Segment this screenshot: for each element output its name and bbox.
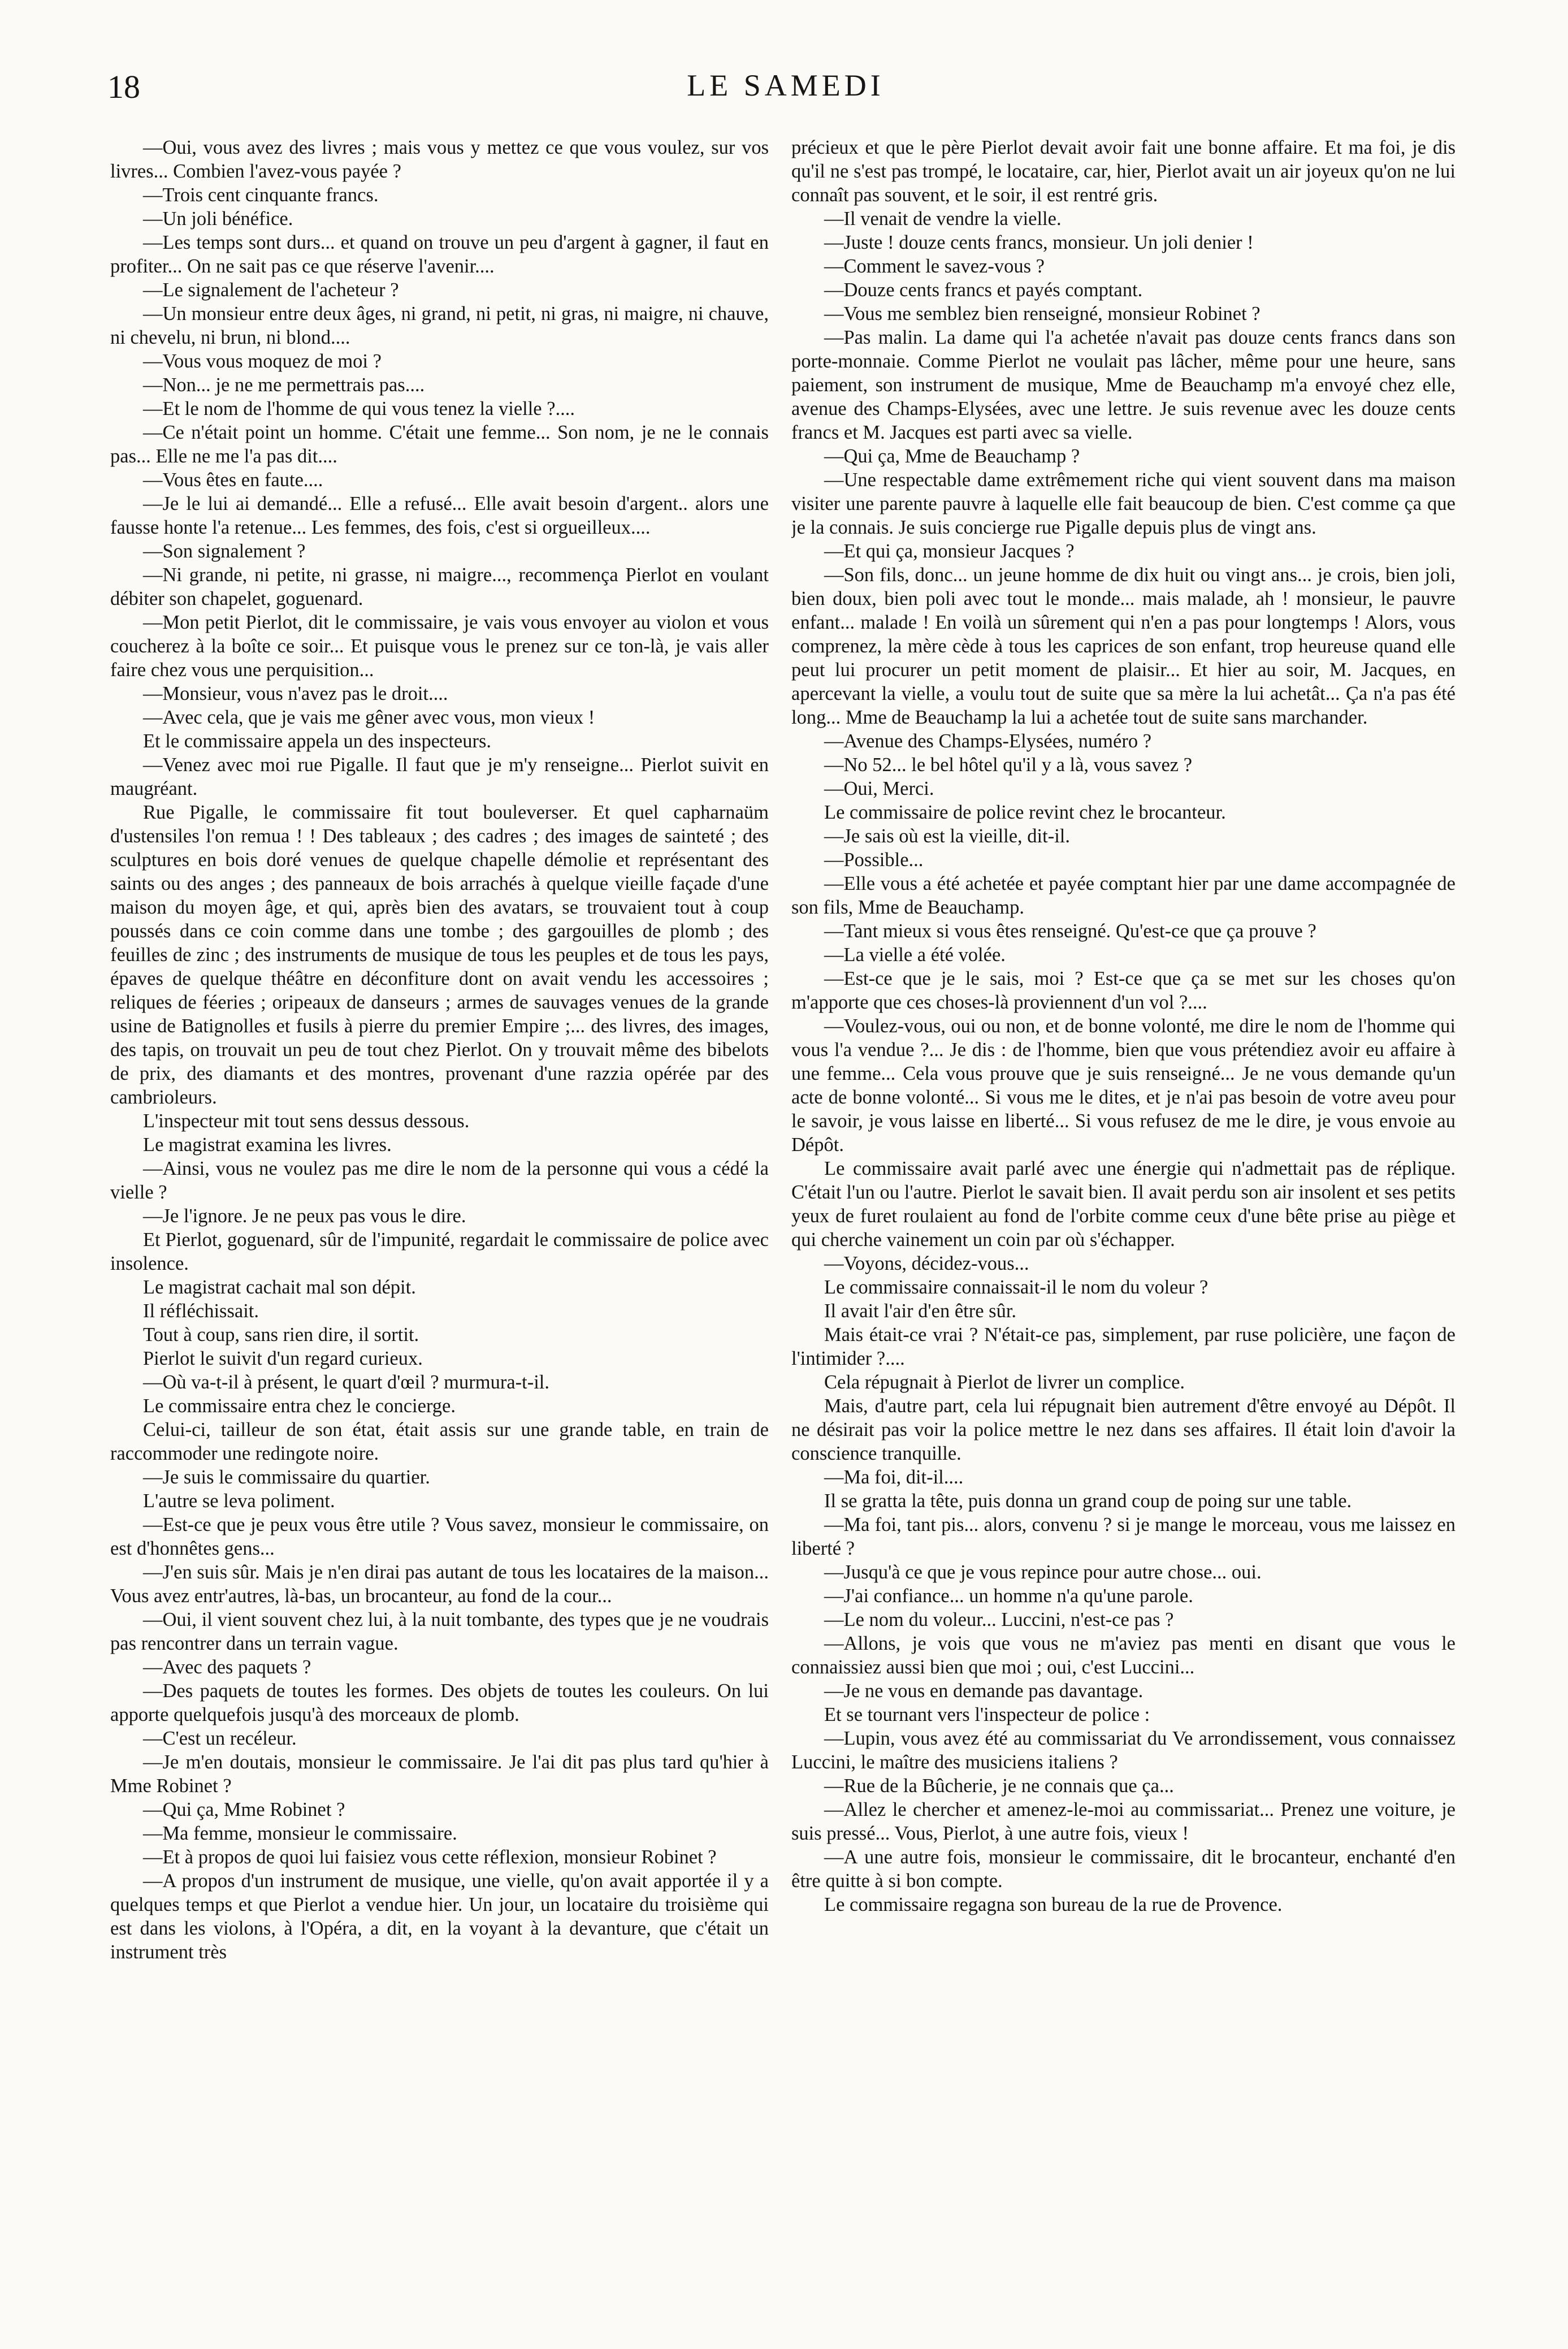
text-column-right	[791, 136, 1456, 2318]
paragraph: —Vous me semblez bien renseigné, monsieur Robinet ?	[824, 303, 1261, 325]
paragraph: L'inspecteur mit tout sens dessus dessous.	[143, 1110, 470, 1132]
paragraph: —Et le nom de l'homme de qui vous tenez la vielle ?....	[143, 398, 575, 419]
paragraph: —Ni grande, ni petite, ni grasse, ni maigre..., recommença Pierlot en voulant débiter son chapelet, goguenard.	[110, 564, 769, 609]
paragraph: —Il venait de vendre la vielle.	[824, 208, 1062, 230]
paragraph: —Oui, vous avez des livres ; mais vous y mettez ce que vous voulez, sur vos livres... Combien l'avez-vous payée ?	[110, 137, 769, 182]
paragraph: —Jusqu'à ce que je vous repince pour autre chose... oui.	[824, 1561, 1262, 1583]
paragraph: —Où va-t-il à présent, le quart d'œil ? murmura-t-il.	[143, 1372, 549, 1393]
paragraph: —Monsieur, vous n'avez pas le droit....	[143, 683, 448, 704]
paragraph: —Mon petit Pierlot, dit le commissaire, je vais vous envoyer au violon et vous coucherez à la boîte ce soir... Et puisque vous le prenez sur ce ton-là, je vais aller faire chez vous une perquisition...	[110, 612, 769, 681]
paragraph: —Comment le savez-vous ?	[824, 256, 1045, 277]
paragraph: —J'ai confiance... un homme n'a qu'une parole.	[824, 1585, 1193, 1607]
paragraph: —Son signalement ?	[143, 540, 306, 562]
paragraph: —Une respectable dame extrêmement riche qui vient souvent dans ma maison visiter une parente pauvre à laquelle elle fait beaucoup de bien. C'est comme ça que je la connais. Je suis concierge rue Pigalle depuis plus de vingt ans.	[791, 469, 1456, 538]
paragraph: —Juste ! douze cents francs, monsieur. Un joli denier !	[824, 232, 1254, 253]
paragraph: —Je le lui ai demandé... Elle a refusé... Elle avait besoin d'argent.. alors une fausse honte l'a retenue... Les femmes, des fois, c'est si orgueilleux....	[110, 493, 769, 538]
paragraph: Le commissaire connaissait-il le nom du voleur ?	[824, 1277, 1209, 1298]
paragraph: —J'en suis sûr. Mais je n'en dirai pas autant de tous les locataires de la maison... Vous avez entr'autres, là-bas, un brocanteur, au fond de la cour...	[110, 1561, 769, 1607]
paragraph: —Pas malin. La dame qui l'a achetée n'avait pas douze cents francs dans son porte-monnaie. Comme Pierlot ne voulait pas lâcher, même pour une heure, sans paiement, son instrument de musique, Mme de Beauchamp m'a envoyé chez elle, avenue des Champs-Elysées, avec une lettre. Je suis revenue avec les douze cents francs et M. Jacques est parti avec sa vielle.	[791, 327, 1456, 443]
paragraph: —C'est un recéleur.	[143, 1728, 297, 1749]
paragraph: —Et à propos de quoi lui faisiez vous cette réflexion, monsieur Robinet ?	[143, 1846, 717, 1868]
paragraph: —Voulez-vous, oui ou non, et de bonne volonté, me dire le nom de l'homme qui vous l'a vendue ?... Je dis : de l'homme, bien que vous prétendiez avoir eu affaire à une femme... Cela vous prouve que je suis renseigné... Je ne vous demande qu'un acte de bonne volonté... Si vous me le dites, et je n'ai pas besoin de votre aveu pour le savoir, je vous laisse en liberté... Si vous refusez de me le dire, je vous envoie au Dépôt.	[791, 1015, 1456, 1156]
paragraph: —Je l'ignore. Je ne peux pas vous le dire.	[143, 1205, 466, 1227]
paragraph: —Ma foi, tant pis... alors, convenu ? si je mange le morceau, vous me laissez en liberté ?	[791, 1514, 1456, 1559]
paragraph: Mais était-ce vrai ? N'était-ce pas, simplement, par ruse policière, une façon de l'intimider ?....	[791, 1324, 1456, 1369]
paragraph: —Lupin, vous avez été au commissariat du Ve arrondissement, vous connaissez Luccini, le maître des musiciens italiens ?	[791, 1728, 1456, 1773]
paragraph: Pierlot le suivit d'un regard curieux.	[143, 1348, 423, 1369]
paragraph: —Ainsi, vous ne voulez pas me dire le nom de la personne qui vous a cédé la vielle ?	[110, 1158, 769, 1203]
paragraph: —Ma femme, monsieur le commissaire.	[143, 1823, 457, 1844]
paragraph: —Le signalement de l'acheteur ?	[143, 279, 399, 301]
paragraph: Le commissaire entra chez le concierge.	[143, 1395, 456, 1417]
paragraph: Le commissaire avait parlé avec une énergie qui n'admettait pas de réplique. C'était l'un ou l'autre. Pierlot le savait bien. Il avait perdu son air insolent et ses petits yeux de furet roulaient au fond de l'orbite comme ceux d'une bête prise au piège et qui cherche vainement un coin par où s'échapper.	[791, 1158, 1456, 1251]
paragraph: Il se gratta la tête, puis donna un grand coup de poing sur une table.	[824, 1490, 1352, 1512]
paragraph: —Venez avec moi rue Pigalle. Il faut que je m'y renseigne... Pierlot suivit en maugréant.	[110, 754, 769, 799]
paragraph: —Et qui ça, monsieur Jacques ?	[824, 540, 1075, 562]
paragraph: —La vielle a été volée.	[824, 944, 1006, 966]
paragraph: —Allez le chercher et amenez-le-moi au commissariat... Prenez une voiture, je suis pressé... Vous, Pierlot, à une autre fois, vieux !	[791, 1799, 1456, 1844]
paragraph: —Le nom du voleur... Luccini, n'est-ce pas ?	[824, 1609, 1174, 1630]
paragraph: —Voyons, décidez-vous...	[824, 1253, 1029, 1274]
paragraph: —Rue de la Bûcherie, je ne connais que ça...	[824, 1775, 1174, 1797]
paragraph: —Je m'en doutais, monsieur le commissaire. Je l'ai dit pas plus tard qu'hier à Mme Robinet ?	[110, 1751, 769, 1797]
paragraph: —Ma foi, dit-il....	[824, 1466, 964, 1488]
paragraph: —Avec cela, que je vais me gêner avec vous, mon vieux !	[143, 707, 595, 728]
paragraph: —Oui, Merci.	[824, 778, 934, 799]
page-header	[107, 68, 1464, 119]
paragraph: —Qui ça, Mme de Beauchamp ?	[824, 445, 1080, 467]
running-title: LE SAMEDI	[687, 68, 885, 102]
paragraph: —Un monsieur entre deux âges, ni grand, ni petit, ni gras, ni maigre, ni chauve, ni chevelu, ni brun, ni blond....	[110, 303, 769, 348]
paragraph: Tout à coup, sans rien dire, il sortit.	[143, 1324, 419, 1346]
paragraph: —Douze cents francs et payés comptant.	[824, 279, 1143, 301]
text-column-left	[110, 136, 769, 2318]
paragraph: —Un joli bénéfice.	[143, 208, 293, 230]
paragraph: —A propos d'un instrument de musique, une vielle, qu'on avait apportée il y a quelques temps et que Pierlot a vendue hier. Un jour, un locataire du troisième qui est dans les violons, à l'Opéra, a dit, en la voyant à la devanture, que c'était un instrument très	[110, 1870, 769, 1963]
paragraph: —Je sais où est la vieille, dit-il.	[824, 825, 1071, 847]
paragraph: Il avait l'air d'en être sûr.	[824, 1300, 1017, 1322]
paragraph: Le magistrat cachait mal son dépit.	[143, 1277, 416, 1298]
paragraph: Mais, d'autre part, cela lui répugnait bien autrement d'être envoyé au Dépôt. Il ne désirait pas voir la police mettre le nez dans ses affaires. Il était loin d'avoir la conscience tranquille.	[791, 1395, 1456, 1464]
paragraph: —Des paquets de toutes les formes. Des objets de toutes les couleurs. On lui apporte quelquefois jusqu'à des morceaux de plomb.	[110, 1680, 769, 1725]
paragraph: Le commissaire de police revint chez le brocanteur.	[824, 802, 1226, 823]
paragraph: —Son fils, donc... un jeune homme de dix huit ou vingt ans... je crois, bien joli, bien doux, bien poli avec tout le monde... mais malade, ah ! monsieur, le pauvre enfant... malade ! En voilà un sûrement qui n'en a pas pour longtemps ! Alors, vous comprenez, la mère cède à tous les caprices de son enfant, trop heureuse quand elle peut lui procurer un petit moment de plaisir... Et hier au soir, M. Jacques, en apercevant la vielle, a voulu tout de suite que sa mère la lui achetât... Ça n'a pas été long... Mme de Beauchamp la lui a achetée tout de suite sans marchander.	[791, 564, 1456, 728]
paragraph: —Vous vous moquez de moi ?	[143, 351, 382, 372]
paragraph: précieux et que le père Pierlot devait avoir fait une bonne affaire. Et ma foi, je dis qu'il ne s'est pas trompé, le locataire, car, hier, Pierlot avait un air joyeux qu'on ne lui connaît pas souvent, et le soir, il est rentré gris.	[791, 137, 1456, 206]
paragraph: —Qui ça, Mme Robinet ?	[143, 1799, 345, 1820]
paragraph: —Elle vous a été achetée et payée comptant hier par une dame accompagnée de son fils, Mme de Beauchamp.	[791, 873, 1456, 918]
paragraph: Le commissaire regagna son bureau de la rue de Provence.	[824, 1894, 1283, 1915]
paragraph: —Non... je ne me permettrais pas....	[143, 374, 425, 396]
paragraph: —Vous êtes en faute....	[143, 469, 323, 491]
paragraph: —Les temps sont durs... et quand on trouve un peu d'argent à gagner, il faut en profiter... On ne sait pas ce que réserve l'avenir....	[110, 232, 769, 277]
paragraph: —Avec des paquets ?	[143, 1656, 311, 1678]
paragraph: Et Pierlot, goguenard, sûr de l'impunité, regardait le commissaire de police avec insolence.	[110, 1229, 769, 1274]
paragraph: —Avenue des Champs-Elysées, numéro ?	[824, 730, 1152, 752]
paragraph: —Je suis le commissaire du quartier.	[143, 1466, 430, 1488]
paragraph: Et le commissaire appela un des inspecteurs.	[143, 730, 492, 752]
paragraph: Et se tournant vers l'inspecteur de police :	[824, 1704, 1150, 1725]
paragraph: —Je ne vous en demande pas davantage.	[824, 1680, 1143, 1702]
paragraph: —No 52... le bel hôtel qu'il y a là, vous savez ?	[824, 754, 1193, 776]
paragraph: Cela répugnait à Pierlot de livrer un complice.	[824, 1372, 1185, 1393]
paragraph: —Allons, je vois que vous ne m'aviez pas menti en disant que vous le connaissiez aussi bien que moi ; oui, c'est Luccini...	[791, 1633, 1456, 1678]
paragraph: —Oui, il vient souvent chez lui, à la nuit tombante, des types que je ne voudrais pas rencontrer dans un terrain vague.	[110, 1609, 769, 1654]
paragraph: —Possible...	[824, 849, 924, 871]
paragraph: Il réfléchissait.	[143, 1300, 259, 1322]
paragraph: Celui-ci, tailleur de son état, était assis sur une grande table, en train de raccommoder une redingote noire.	[110, 1419, 769, 1464]
paragraph: —Est-ce que je peux vous être utile ? Vous savez, monsieur le commissaire, on est d'honnêtes gens...	[110, 1514, 769, 1559]
paragraph: —Tant mieux si vous êtes renseigné. Qu'est-ce que ça prouve ?	[824, 920, 1316, 942]
paragraph: Rue Pigalle, le commissaire fit tout bouleverser. Et quel capharnaüm d'ustensiles l'on remua ! ! Des tableaux ; des cadres ; des images de sainteté ; des sculptures en bois doré venues de quelque chapelle démolie et représentant des saints ou des anges ; des panneaux de bois arrachés à quelque vieille façade d'une maison du moyen âge, et qui, après bien des avatars, se trouvaient tout à coup poussés dans ce coin comme dans une tombe ; des gargouilles de plomb ; des feuilles de zinc ; des instruments de musique de tous les peuples et de tous les pays, épaves de quelque théâtre en déconfiture dont on avait vendu les accessoires ; reliques de féeries ; oripeaux de danseurs ; armes de sauvages venues de la grande usine de Batignolles et fusils à pierre du premier Empire ;... des livres, des images, des tapis, on trouvait un peu de tout chez Pierlot. On y trouvait même des bibelots de prix, des diamants et des montres, provenant d'une razzia opérée par des cambrioleurs.	[110, 802, 769, 1108]
paragraph: —Est-ce que je le sais, moi ? Est-ce que ça se met sur les choses qu'on m'apporte que ces choses-là proviennent d'un vol ?....	[791, 968, 1456, 1013]
paragraph: —A une autre fois, monsieur le commissaire, dit le brocanteur, enchanté d'en être quitte à si bon compte.	[791, 1846, 1456, 1892]
paragraph: L'autre se leva poliment.	[143, 1490, 335, 1512]
page-number: 18	[107, 68, 140, 105]
paragraph: —Ce n'était point un homme. C'était une femme... Son nom, je ne le connais pas... Elle ne me l'a pas dit....	[110, 422, 769, 467]
paragraph: —Trois cent cinquante francs.	[143, 184, 379, 206]
paragraph: Le magistrat examina les livres.	[143, 1134, 392, 1156]
